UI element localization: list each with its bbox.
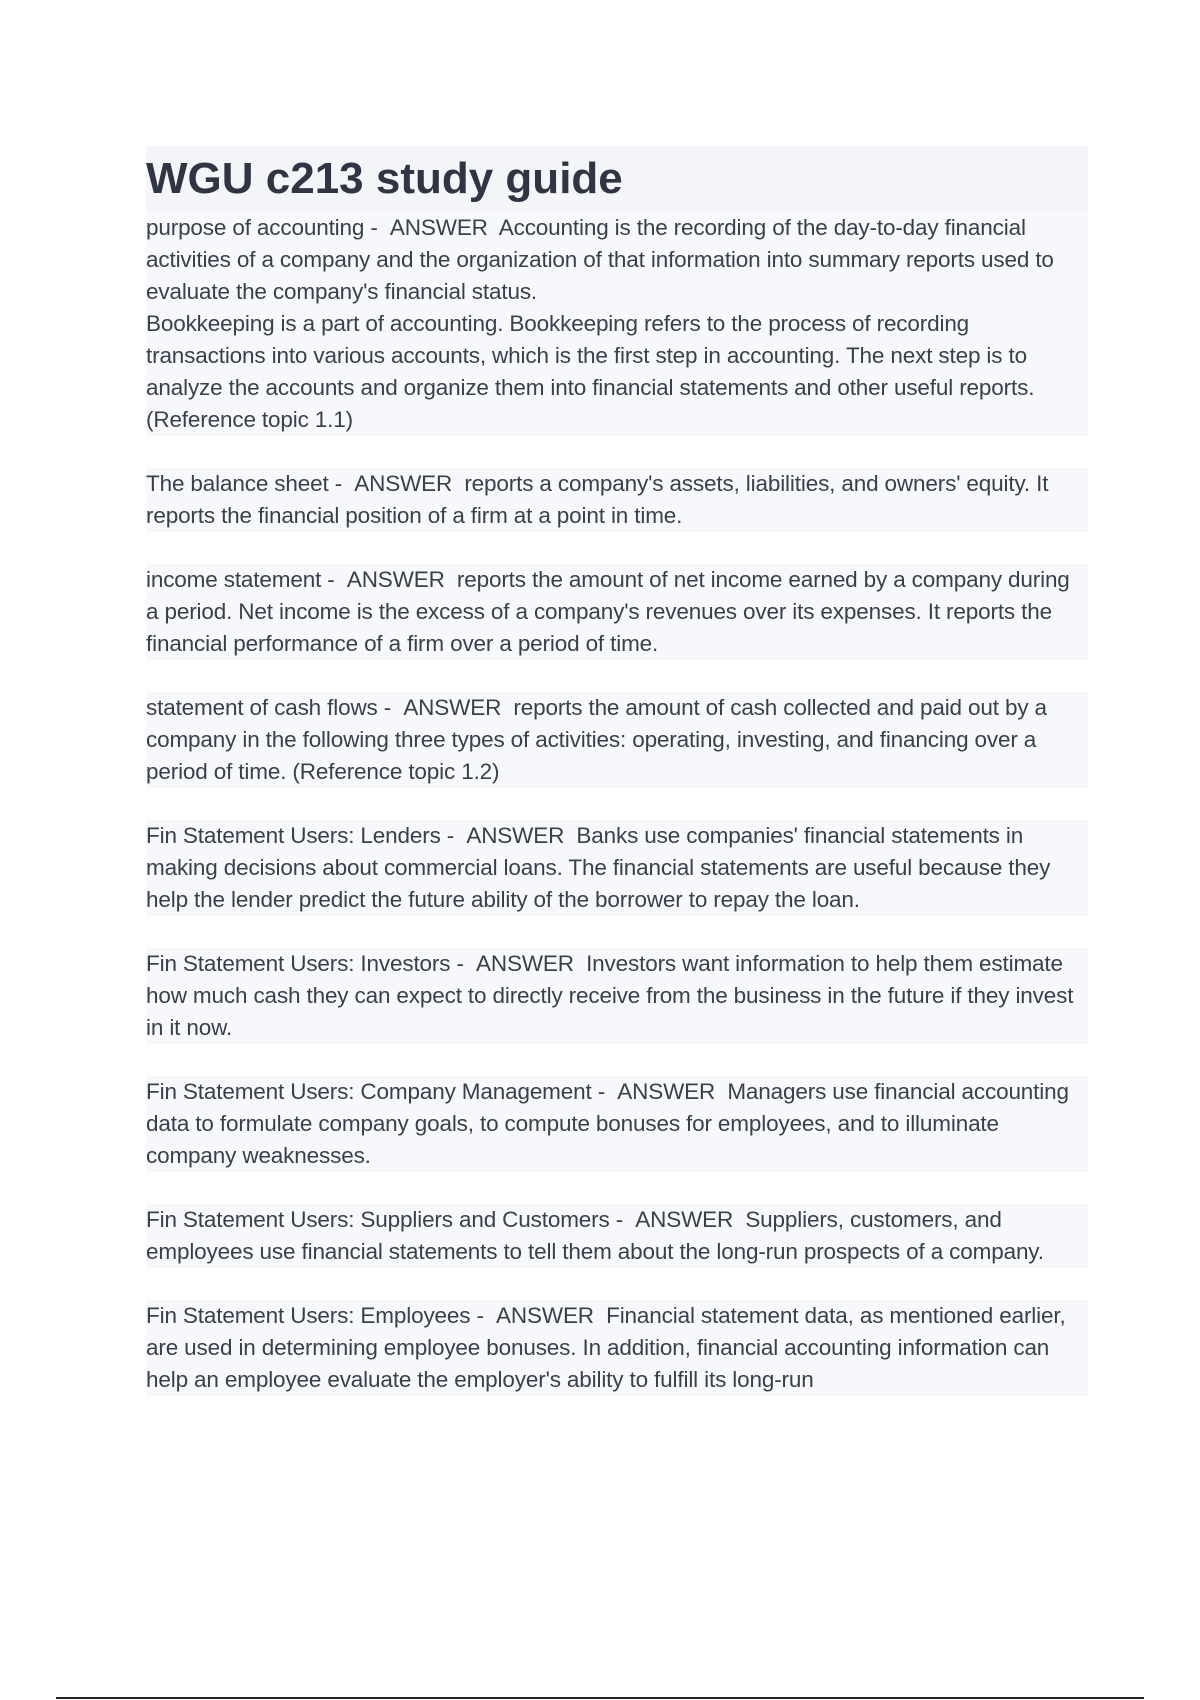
flashcard-entry	[146, 948, 1088, 1044]
answer-marker: ANSWER	[346, 567, 445, 592]
entry-text: Fin Statement Users: Company Management - ANSWER Managers use financial accounting data to formulate company goals, to compute bonuses for employees, and to illuminate company weaknesses.	[146, 1079, 1069, 1168]
entry-term: Fin Statement Users: Investors	[146, 951, 451, 976]
title-block	[146, 146, 1088, 212]
answer-marker: ANSWER	[496, 1303, 594, 1328]
entry-term: statement of cash flows	[146, 695, 378, 720]
flashcard-entry	[146, 1204, 1088, 1268]
entry-term: Fin Statement Users: Suppliers and Customers	[146, 1207, 610, 1232]
entry-term: purpose of accounting	[146, 215, 365, 240]
entry-term: Fin Statement Users: Lenders	[146, 823, 441, 848]
entry-answer: Suppliers, customers, and employees use financial statements to tell them about the long-run prospects of a company.	[146, 1207, 1044, 1264]
entry-answer: Financial statement data, as mentioned earlier, are used in determining employee bonuses. In addition, financial accounting information can help an employee evaluate the employer's ability to fulfill its long-run	[146, 1303, 1066, 1392]
flashcard-entry	[146, 820, 1088, 916]
entry-answer: Investors want information to help them estimate how much cash they can expect to directly receive from the business in the future if they invest in it now.	[146, 951, 1074, 1040]
flashcard-list	[146, 212, 1088, 1428]
entry-text: income statement - ANSWER reports the amount of net income earned by a company during a period. Net income is the excess of a company's revenues over its expenses. It reports the financial performance of a firm over a period of time.	[146, 567, 1070, 656]
entry-continuation: Bookkeeping is a part of accounting. Bookkeeping refers to the process of recording transactions into various accounts, which is the first step in accounting. The next step is to analyze the accounts and organize them into financial statements and other useful reports. (Reference topic 1.1)	[146, 311, 1035, 432]
entry-text: Fin Statement Users: Suppliers and Customers - ANSWER Suppliers, customers, and employees use financial statements to tell them about the long-run prospects of a company.	[146, 1207, 1044, 1264]
entry-text: The balance sheet - ANSWER reports a company's assets, liabilities, and owners' equity. It reports the financial position of a firm at a point in time.	[146, 471, 1049, 528]
page-bottom-rule	[56, 1697, 1144, 1699]
flashcard-entry	[146, 564, 1088, 660]
entry-term: Fin Statement Users: Company Management	[146, 1079, 592, 1104]
flashcard-entry	[146, 1300, 1088, 1396]
entry-answer: Managers use financial accounting data to formulate company goals, to compute bonuses for employees, and to illuminate company weaknesses.	[146, 1079, 1069, 1168]
entry-answer: reports the amount of cash collected and paid out by a company in the following three types of activities: operating, investing, and financing over a period of time. (Reference topic 1.2)	[146, 695, 1047, 784]
answer-marker: ANSWER	[466, 823, 565, 848]
entry-text: Fin Statement Users: Employees - ANSWER Financial statement data, as mentioned earlier, are used in determining employee bonuses. In addition, financial accounting information can help an employee evaluate the employer's ability to fulfill its long-run	[146, 1303, 1066, 1392]
entry-text: Fin Statement Users: Investors - ANSWER Investors want information to help them estimate how much cash they can expect to directly receive from the business in the future if they invest in it now.	[146, 951, 1074, 1040]
answer-marker: ANSWER	[617, 1079, 716, 1104]
answer-marker: ANSWER	[403, 695, 502, 720]
flashcard-entry	[146, 692, 1088, 788]
entry-answer: Banks use companies' financial statements in making decisions about commercial loans. The financial statements are useful because they help the lender predict the future ability of the borrower to repay the loan.	[146, 823, 1051, 912]
answer-marker: ANSWER	[635, 1207, 734, 1232]
entry-term: Fin Statement Users: Employees	[146, 1303, 471, 1328]
answer-marker: ANSWER	[354, 471, 453, 496]
entry-answer: reports the amount of net income earned by a company during a period. Net income is the excess of a company's revenues over its expenses. It reports the financial performance of a firm over a period of time.	[146, 567, 1070, 656]
entry-text: statement of cash flows - ANSWER reports the amount of cash collected and paid out by a company in the following three types of activities: operating, investing, and financing over a period of time. (Reference topic 1.2)	[146, 695, 1047, 784]
flashcard-entry	[146, 468, 1088, 532]
flashcard-entry	[146, 212, 1088, 436]
answer-marker: ANSWER	[476, 951, 574, 976]
entry-answer: reports a company's assets, liabilities, and owners' equity. It reports the financial position of a firm at a point in time.	[146, 471, 1049, 528]
entry-term: The balance sheet	[146, 471, 329, 496]
entry-text: purpose of accounting - ANSWER Accounting is the recording of the day-to-day financial activities of a company and the organization of that information into summary reports used to evaluate the company's financial status.	[146, 215, 1054, 304]
entry-term: income statement	[146, 567, 322, 592]
answer-marker: ANSWER	[389, 215, 488, 240]
entry-text: Fin Statement Users: Lenders - ANSWER Banks use companies' financial statements in making decisions about commercial loans. The financial statements are useful because they help the lender predict the future ability of the borrower to repay the loan.	[146, 823, 1051, 912]
flashcard-entry	[146, 1076, 1088, 1172]
document-title: WGU c213 study guide	[146, 154, 623, 203]
entry-answer: Accounting is the recording of the day-to-day financial activities of a company and the organization of that information into summary reports used to evaluate the company's financial status.	[146, 215, 1054, 304]
